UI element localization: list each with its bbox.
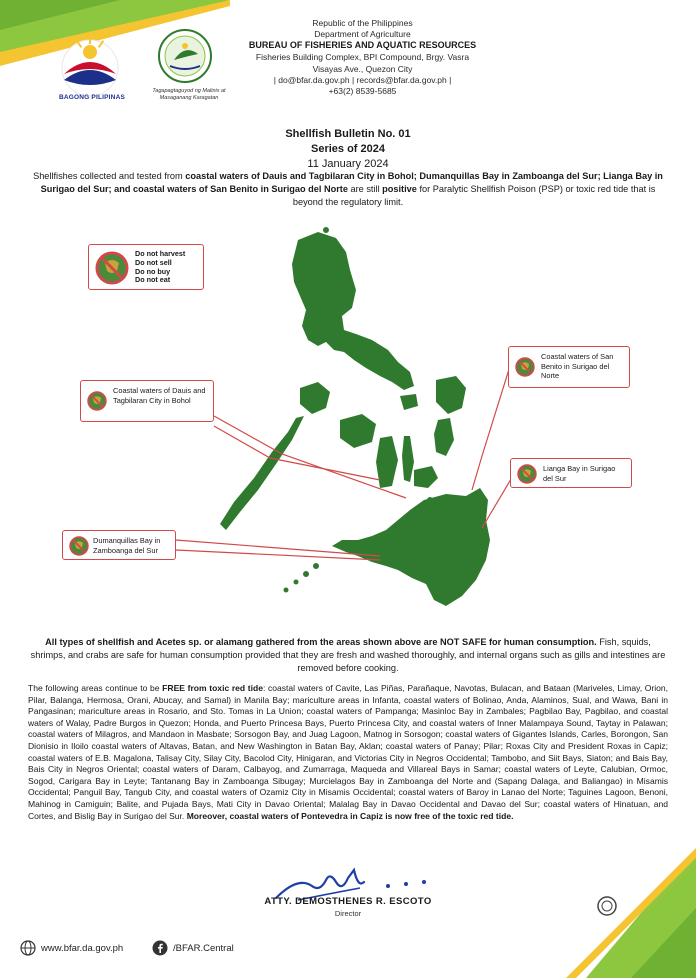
signatory-title: Director: [334, 909, 362, 918]
bulletin-date: 11 January 2024: [307, 157, 389, 170]
government-line: Republic of the Philippines: [312, 18, 413, 28]
certification-mark-icon: [596, 895, 618, 917]
callout-bohol-text: Coastal waters of Dauis and Tagbilaran City in Bohol: [113, 386, 206, 405]
bfar-seal-logo: [150, 26, 220, 86]
legend-item: Do not eat: [135, 275, 171, 285]
legend-lines: [135, 250, 185, 285]
callout-lianga-text: Lianga Bay in Surigao del Sur: [543, 464, 616, 483]
free-lead-bold: FREE from toxic red tide: [162, 683, 263, 693]
bfar-tagline: Tagapagtaguyod ng Malinis at Masaganang Karagatan: [152, 88, 226, 101]
intro-paragraph: [28, 170, 668, 209]
no-shellfish-icon: [517, 464, 537, 484]
no-shellfish-icon: [69, 536, 89, 556]
red-tide-free-areas: [28, 683, 668, 822]
bulletin-title: Shellfish Bulletin No. 01: [285, 128, 411, 140]
globe-icon: [20, 940, 36, 956]
letterhead: [230, 18, 495, 97]
no-shellfish-icon: [95, 251, 129, 285]
intro-text-2: are still: [347, 184, 383, 195]
facebook-link[interactable]: /BFAR.Central: [173, 942, 234, 954]
safety-warning: [28, 636, 668, 675]
legend-item: Do no buy: [135, 266, 171, 276]
free-closing: Moreover, coastal waters of Pontevedra in Capiz is now free of the toxic red tide.: [186, 810, 514, 821]
intro-text-3: for Paralytic Shellfish Poison (PSP) or toxic red tide that is beyond the regulatory limit.: [292, 184, 656, 208]
legend-item: Do not sell: [135, 257, 172, 267]
free-lead: The following areas continue to be: [28, 683, 163, 693]
warning-bold: All types of shellfish and Acetes sp. or alamang gathered from the areas shown above are NOT SAFE for human consumption.: [45, 637, 597, 647]
email-line: | do@bfar.da.gov.ph | records@bfar.da.gov.ph |: [273, 74, 452, 85]
bagong-pilipinas-label: BAGONG PILIPINAS: [58, 94, 126, 101]
agency-name: BUREAU OF FISHERIES AND AQUATIC RESOURCES: [248, 40, 477, 51]
intro-affected-areas: coastal waters of Dauis and Tagbilaran City in Bohol; Dumanquillas Bay in Zamboanga del Sur; Lianga Bay in Surigao del Sur; and coastal waters of San Benito in Surigao del Norte: [40, 171, 663, 195]
address-line-2: Visayas Ave., Quezon City: [312, 63, 413, 74]
footer-website[interactable]: [20, 940, 123, 956]
map-legend: [88, 244, 204, 290]
facebook-icon: [152, 940, 168, 956]
bulletin-title-block: [0, 127, 696, 172]
bulletin-series: Series of 2024: [311, 142, 385, 155]
no-shellfish-icon: [87, 391, 107, 411]
website-link[interactable]: www.bfar.da.gov.ph: [41, 942, 124, 954]
callout-bohol: [80, 380, 214, 422]
legend-item: Do not harvest: [135, 249, 186, 258]
callout-dumanquillas: [62, 530, 176, 560]
callout-san-benito-text: Coastal waters of San Benito in Surigao del Norte: [541, 352, 614, 381]
free-body: : coastal waters of Cavite, Las Piñas, Parañaque, Navotas, Bulacan, and Bataan (Mariveles, Limay, Orion, Pilar, Balanga, Hermosa, Orani, Abucay, and Samal) in Manila Bay; mariculture areas in Infanta, coastal waters of Bolinao, Anda, Alaminos, Sual, and Wawa, Bani in Pangasinan; mariculture areas in Rosario, and Sto. Tomas in La Union; coastal waters of Pampanga; Masinloc Bay in Zambales; Pagbilao Bay, Pagbilao, and coastal waters of Walay, Padre Burgos in Quezon; Honda, and Puerto Princesa Bays, Puerto Princesa City, and coastal waters of Inner Malampaya Sound, Taytay in Palawan; coastal waters of Milagros, and Mandaon in Masbate; Sorsogon Bay, and Juag Lagoon, Matnog in Sorsogon; coastal waters of Gigantes Islands, Carles, Borongon, San Dionisio in Iloilo coastal waters of Altavas, Batan, and New Washington in Batan Bay, Aklan; coastal waters of Panay; Pilar; Roxas City and President Roxas in Capiz; coastal waters of E.B. Magalona, Talisay City, Silay City, Bacolod City, Hinigaran, and Victorias City in Negros Occidental; Tambobo, and Siit Bays, Siaton; and Bais Bay, Bais City in Negros Oriental; coastal waters of Daram, Calbayog, and Zumarraga, Maqueda and Villareal Bays in Samar; coastal waters of Leyte, Calubian, Ormoc, Sogod, Carigara Bay in Leyte; Tantanang Bay in Zamboanga Sibugay; Murcielagos Bay in Zamboanga del Norte and (Sapang Dalaga, and Baliangao) in Misamis Occidental; Panguil Bay, Tangub City, and coastal waters of Ozamiz City in Misamis Occidental; coastal waters of Baroy in Lanao del Norte; Taguines Lagoon, Benoni, Mahinog in Camiguin; Balite, and Pujada Bays, Mati City in Davao Oriental; Malalag Bay in Davao Occidental and Davao del Sur; coastal waters of Hinatuan, and Cortes, and Bislig Bay in Surigao del Sur.: [28, 683, 669, 821]
signatory-name: ATTY. DEMOSTHENES R. ESCOTO: [264, 896, 432, 907]
no-shellfish-icon: [515, 357, 535, 377]
department-line: Department of Agriculture: [314, 29, 411, 40]
callout-dumanquillas-text: Dumanquillas Bay in Zamboanga del Sur: [93, 536, 161, 555]
address-line-1: Fisheries Building Complex, BPI Compound, Brgy. Vasra: [255, 52, 470, 63]
bagong-pilipinas-logo: [50, 30, 130, 102]
intro-positive: positive: [382, 184, 417, 195]
intro-text-1: Shellfishes collected and tested from: [33, 171, 186, 181]
warning-rest: Fish, squids, shrimps, and crabs are safe for human consumption provided that they are fresh and washed thoroughly, and internal organs such as gills and intestines are removed before cooking.: [30, 637, 666, 673]
callout-san-benito: [508, 346, 630, 388]
phone-line: +63(2) 8539-5685: [328, 85, 397, 96]
footer-facebook[interactable]: [152, 940, 234, 956]
callout-lianga: [510, 458, 632, 488]
